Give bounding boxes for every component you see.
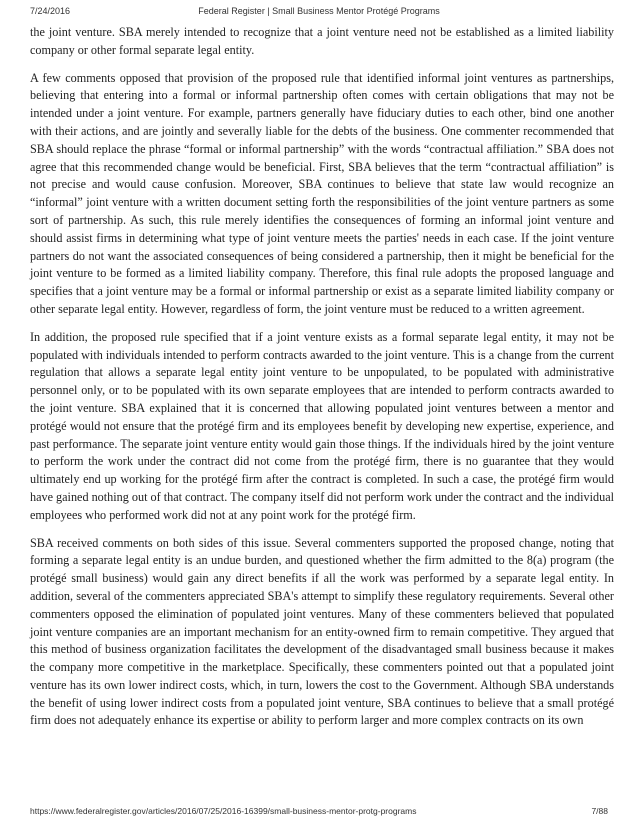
source-url: https://www.federalregister.gov/articles/2016/07/25/2016-16399/small-business-mentor-protg-programs xyxy=(30,806,417,816)
print-date: 7/24/2016 xyxy=(30,6,71,16)
paragraph: SBA received comments on both sides of this issue. Several commenters supported the proposed change, noting that forming a separate legal entity is an undue burden, and questioned whether the firm admitted to the 8(a) program (the protégé small business) would gain any direct benefits if all the work was performed by a separate legal entity. In addition, several of the commenters appreciated SBA's attempt to simplify these regulatory requirements. Several other commenters opposed the elimination of populated joint ventures. Many of these commenters believed that populated joint venture companies are an important mechanism for an entity-owned firm to remain competitive. They argued that this method of business organization facilitates the development of the disadvantaged small business because it makes the company more competitive in the marketplace. Specifically, these commenters pointed out that a populated joint venture has its own lower indirect costs, which, in turn, lowers the cost to the Government. Although SBA understands the benefit of using lower indirect costs from a populated joint venture, SBA continues to believe that a small protégé firm does not adequately enhance its expertise or ability to perform larger and more complex contracts on its own xyxy=(30,535,614,728)
paragraph: the joint venture. SBA merely intended to recognize that a joint venture need not be established as a limited liability company or other formal separate legal entity. xyxy=(30,25,614,57)
paragraph: In addition, the proposed rule specified that if a joint venture exists as a formal separate legal entity, it may not be populated with individuals intended to perform contracts awarded to the joint venture. This is a change from the current regulation that allows a separate legal entity joint venture to be unpopulated, to be populated with administrative personnel only, or to be populated with its own separate employees that are intended to perform contracts awarded to the joint venture. SBA explained that it is concerned that allowing populated joint ventures between a mentor and protégé would not ensure that the protégé firm and its employees benefit by developing new expertise, experience, and past performance. The separate joint venture entity would gain those things. If the individuals hired by the joint venture to perform the work under the contract did not come from the protégé firm, there is no guarantee that they would ultimately end up working for the protégé firm after the contract is completed. In such a case, the protégé firm would have gained nothing out of that contract. The company itself did not perform work under the contract and the individual employees who performed work did not at any point work for the protégé firm. xyxy=(30,329,614,522)
print-header xyxy=(30,6,608,20)
page-number: 7/88 xyxy=(591,806,608,816)
paragraph: A few comments opposed that provision of the proposed rule that identified informal joint ventures as partnerships, believing that entering into a formal or informal partnership often comes with certain obligations that may not be intended under a joint venture. For example, partners generally have fiduciary duties to each other, bind one another with their actions, and are jointly and severally liable for the debts of the business. One commenter recommended that SBA should replace the phrase “formal or informal partnership” with the words “contractual affiliation.” SBA does not agree that this recommended change would be beneficial. First, SBA believes that the term “contractual affiliation” is not precise and would cause confusion. Moreover, SBA continues to believe that state law would recognize an “informal” joint venture with a written document setting forth the responsibilities of the joint venture partners as some sort of partnership. As such, this rule merely identifies the consequences of forming an informal joint venture and should assist firms in determining what type of joint venture meets the parties' needs in each case. If the joint venture partners do not want the associated consequences of being considered a partnership, then it might be beneficial for the joint venture to be formed as a limited liability company. Therefore, this final rule adopts the proposed language and specifies that a joint venture may be a formal or informal partnership or exist as a separate limited liability company or other separate legal entity. However, regardless of form, the joint venture must be reduced to a written agreement. xyxy=(30,70,614,316)
print-footer xyxy=(30,806,608,818)
document-title: Federal Register | Small Business Mentor Protégé Programs xyxy=(198,6,440,16)
document-body xyxy=(30,24,614,740)
